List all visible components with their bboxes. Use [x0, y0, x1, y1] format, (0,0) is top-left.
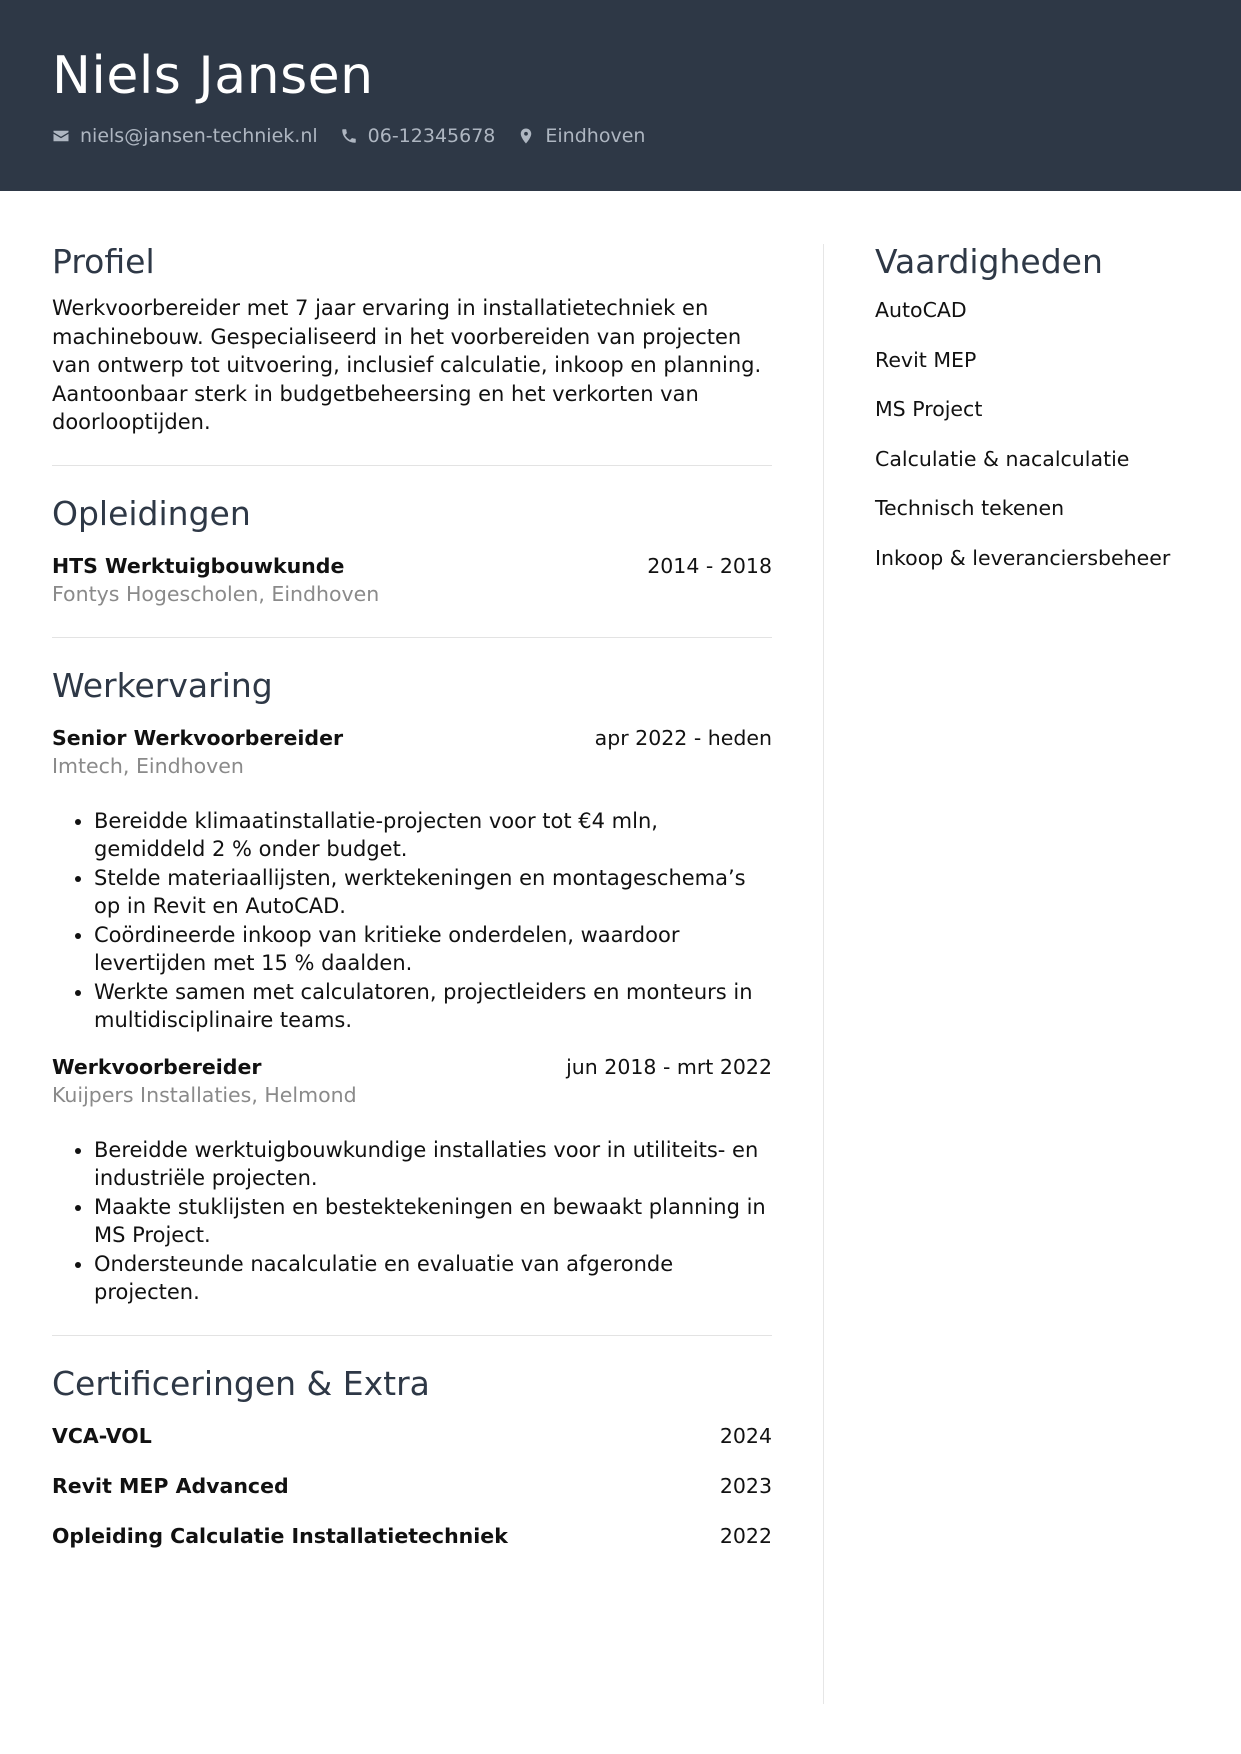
- certification-name: Revit MEP Advanced: [52, 1473, 289, 1498]
- job-role: Senior Werkvoorbereider: [52, 725, 344, 750]
- job-company: Imtech, Eindhoven: [52, 753, 244, 778]
- job-bullets: [52, 1136, 772, 1307]
- skill-item: MS Project: [875, 397, 983, 421]
- candidate-name: Niels Jansen: [52, 46, 374, 106]
- job-period: apr 2022 - heden: [594, 725, 772, 750]
- education-school: Fontys Hogescholen, Eindhoven: [52, 581, 380, 606]
- education-entry: [52, 552, 772, 609]
- education-degree: HTS Werktuigbouwkunde: [52, 553, 345, 578]
- section-title-skills: Vaardigheden: [875, 242, 1103, 281]
- skill-item: Revit MEP: [875, 347, 977, 372]
- certification-year: 2024: [719, 1423, 772, 1448]
- sidebar-column: [875, 240, 1195, 572]
- section-title-certifications: Certificeringen & Extra: [52, 1363, 430, 1403]
- bullet-item: • Bereidde werktuigbouwkundige installaties voor in utiliteits- en industriële projecten.: [94, 1136, 772, 1193]
- map-pin-icon: [517, 127, 535, 145]
- skills-section: [875, 240, 1195, 572]
- certifications-section: [52, 1362, 772, 1550]
- section-title-experience: Werkervaring: [52, 665, 273, 705]
- skill-item: Technisch tekenen: [875, 496, 1065, 520]
- certification-item: [52, 1422, 772, 1450]
- main-column: [52, 240, 772, 1550]
- phone-icon: [340, 127, 358, 145]
- certification-name: VCA-VOL: [52, 1423, 152, 1448]
- contact-phone[interactable]: [340, 125, 496, 147]
- job-period: jun 2018 - mrt 2022: [566, 1054, 772, 1079]
- section-divider: [52, 637, 772, 638]
- contact-location: [517, 125, 645, 147]
- section-title-education: Opleidingen: [52, 493, 251, 533]
- bullet-item: • Bereidde klimaatinstallatie-projecten voor tot €4 mln, gemiddeld 2 % onder budget.: [94, 807, 772, 864]
- skill-item: Inkoop & leveranciersbeheer: [875, 545, 1171, 570]
- certification-item: [52, 1472, 772, 1500]
- education-section: [52, 492, 772, 609]
- experience-entry: [52, 1053, 772, 1307]
- resume-header: [0, 0, 1241, 191]
- bullet-item: • Stelde materiaallijsten, werktekeningen en montageschema’s op in Revit en AutoCAD.: [94, 864, 772, 921]
- bullet-item: • Maakte stuklijsten en bestektekeningen en bewaakt planning in MS Project.: [94, 1193, 772, 1250]
- contact-email[interactable]: [52, 125, 318, 147]
- certification-name: Opleiding Calculatie Installatietechniek: [52, 1523, 508, 1548]
- job-company: Kuijpers Installaties, Helmond: [52, 1082, 357, 1107]
- phone-text: 06-12345678: [367, 125, 496, 147]
- experience-entry: [52, 724, 772, 1035]
- section-title-profile: Profiel: [52, 242, 155, 281]
- profile-text: Werkvoorbereider met 7 jaar ervaring in installatietechniek en machinebouw. Gespecialiseerd in het voorbereiden van projecten van ontwerp tot uitvoering, inclusief calculatie, inkoop en planning. Aantoonbaar sterk in budgetbeheersing en het verkorten van doorlooptijden.: [52, 296, 762, 434]
- skill-item: AutoCAD: [875, 298, 967, 322]
- certification-item: [52, 1522, 772, 1550]
- bullet-item: • Werkte samen met calculatoren, projectleiders en monteurs in multidisciplinaire teams.: [94, 978, 772, 1035]
- section-divider: [52, 465, 772, 466]
- job-role: Werkvoorbereider: [52, 1054, 262, 1079]
- job-bullets: [52, 807, 772, 1035]
- envelope-icon: [52, 127, 70, 145]
- experience-section: [52, 664, 772, 1307]
- column-divider: [823, 244, 824, 1704]
- bullet-item: • Coördineerde inkoop van kritieke onderdelen, waardoor levertijden met 15 % daalden.: [94, 921, 772, 978]
- certification-year: 2023: [719, 1473, 772, 1498]
- skill-item: Calculatie & nacalculatie: [875, 446, 1130, 471]
- certification-year: 2022: [719, 1523, 772, 1548]
- contact-bar: [52, 122, 667, 150]
- skills-list: [875, 296, 1195, 572]
- profile-section: [52, 240, 772, 437]
- location-text: Eindhoven: [545, 125, 646, 147]
- bullet-item: • Ondersteunde nacalculatie en evaluatie van afgeronde projecten.: [94, 1250, 772, 1307]
- section-divider: [52, 1335, 772, 1336]
- education-years: 2014 - 2018: [647, 553, 772, 578]
- email-text: niels@jansen-techniek.nl: [80, 125, 318, 147]
